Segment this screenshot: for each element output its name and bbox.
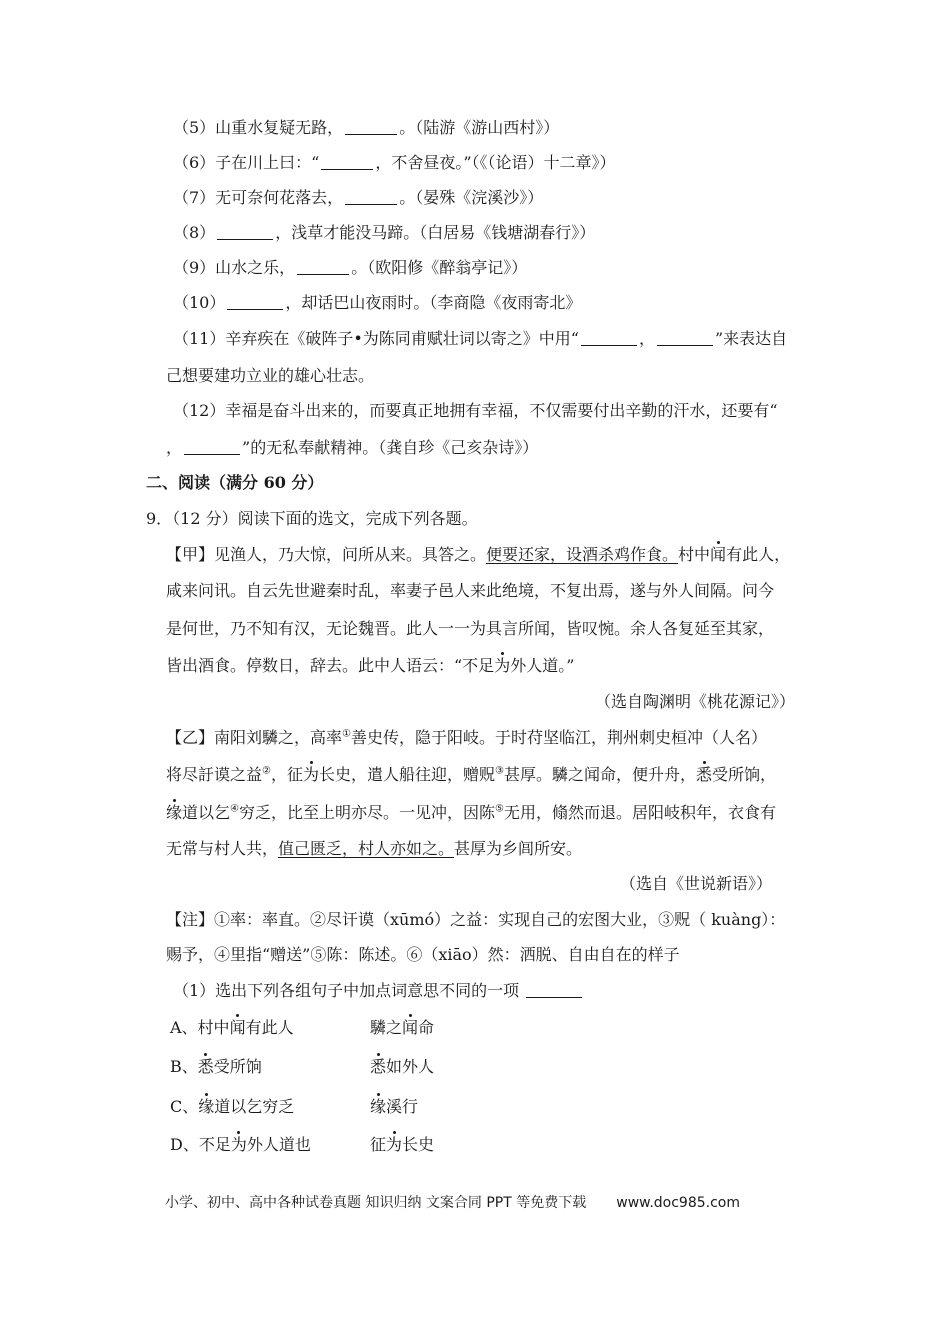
note-line: 【注】①率：率直。②尽讦谟（xūmó）之益：实现自己的宏图大业，③贶（ kuàng）： [166,910,786,929]
passage-yi-line: 【乙】南阳刘驎之，高率①善史传，隐于阳岐。于时苻坚临江，荆州刺史桓冲（人名） [166,728,767,747]
dotted-char: 为 [303,765,320,784]
option-c[interactable]: C、缘道以乞穷乏 [170,1097,295,1116]
option-b[interactable]: B、悉受所饷 [170,1057,262,1076]
q8: （8） ，浅草才能没马蹄。（白居易《钱塘湖春行》） [173,223,596,242]
dotted-char: 闻 [710,545,727,564]
option-b-compare: 悉如外人 [370,1057,435,1076]
question-9: 9．（12 分）阅读下面的选文，完成下列各题。 [146,509,478,528]
option-c-compare: 缘溪行 [370,1097,419,1116]
dotted-char: 闻 [402,1018,419,1037]
section-heading: 二、阅读（满分 60 分） [146,473,324,492]
answer-blank[interactable] [227,293,283,310]
option-a-compare: 驎之闻命 [370,1018,435,1037]
answer-blank[interactable] [321,153,373,170]
underlined-sentence: 便要还家，设酒杀鸡作食。 [486,545,679,564]
dotted-char: 为 [230,1135,247,1154]
option-a[interactable]: A、村中闻有此人 [170,1018,294,1037]
dotted-char: 悉 [696,765,713,784]
note-line: 赐予，④里指“赠送”⑤陈：陈述。⑥（xiāo）然：洒脱、自由自在的样子 [166,945,680,964]
option-d[interactable]: D、不足为外人道也 [170,1135,311,1154]
dotted-char: 闻 [229,1018,246,1037]
passage-jia-line: 皆出酒食。停数日，辞去。此中人语云：“不足为外人道。” [166,656,575,675]
answer-blank[interactable] [297,258,349,275]
dotted-char: 为 [386,1135,403,1154]
q9: （9）山水之乐， 。（欧阳修《醉翁亭记》） [173,258,528,277]
dotted-char: 悉 [197,1057,214,1076]
answer-blank[interactable] [526,981,582,998]
passage-yi-line: 将尽訏谟之益②，征为长史，遣人船往迎，赠贶③甚厚。驎之闻命，便升舟，悉受所饷， [166,765,777,784]
passage-yi-line: 无常与村人共，值己匮乏，村人亦如之。甚厚为乡闾所安。 [166,839,583,858]
answer-blank[interactable] [184,438,240,455]
passage-jia-line: 【甲】见渔人，乃大惊，问所从来。具答之。便要还家，设酒杀鸡作食。村中闻有此人， [166,545,791,564]
sub-question-1: （1）选出下列各组句子中加点词意思不同的一项 [173,980,584,1002]
underlined-sentence: 值己匮乏，村人亦如之。 [278,839,455,858]
q12-line2: ， ”的无私奉献精神。（龚自珍《己亥杂诗》） [166,438,539,457]
passage-yi-line: 缘道以乞④穷乏，比至上明亦尽。一见冲，因陈⑤无用，翛然而退。居阳岐积年，衣食有 [166,803,776,822]
q11-line2: 己想要建功立业的雄心壮志。 [166,366,375,385]
footer-link[interactable]: www.doc985.com [616,1195,740,1211]
page-footer [165,1192,740,1212]
q10: （10） ，却话巴山夜雨时。（李商隐《夜雨寄北》 [173,293,582,312]
q5: （5）山重水复疑无路， 。（陆游《游山西村》） [173,118,560,137]
passage-jia-line: 咸来问讯。自云先世避秦时乱，率妻子邑人来此绝境，不复出焉，遂与外人间隔。问今 [166,581,775,600]
q12: （12）幸福是奋斗出来的，而要真正地拥有幸福，不仅需要付出辛勤的汗水，还要有“ [173,401,778,420]
source-citation: （选自《世说新语》） [620,874,773,893]
option-d-compare: 征为长史 [370,1135,435,1154]
dotted-char: 缘 [198,1097,215,1116]
answer-blank[interactable] [657,329,713,346]
answer-blank[interactable] [217,223,273,240]
dotted-char: 缘 [166,803,183,822]
answer-blank[interactable] [345,118,397,135]
answer-blank[interactable] [345,188,397,205]
source-citation: （选自陶渊明《桃花源记》） [595,692,796,711]
dotted-char: 为 [494,656,511,675]
q7: （7）无可奈何花落去， 。（晏殊《浣溪沙》） [173,188,544,207]
passage-jia-line: 是何世，乃不知有汉，无论魏晋。此人一一为具言所闻，皆叹惋。余人各复延至其家， [166,619,775,638]
q11: （11）辛弃疾在《破阵子•为陈同甫赋壮词以寄之》中用“ ， ”来表达自 [173,329,788,348]
dotted-char: 悉 [370,1057,387,1076]
dotted-char: 缘 [370,1097,387,1116]
answer-blank[interactable] [581,329,637,346]
footer-text: 小学、初中、高中各种试卷真题 知识归纳 文案合同 PPT 等免费下载 [165,1195,587,1211]
q6: （6）子在川上曰：“ ，不舍昼夜。”（《（论语）十二章》） [173,153,616,172]
